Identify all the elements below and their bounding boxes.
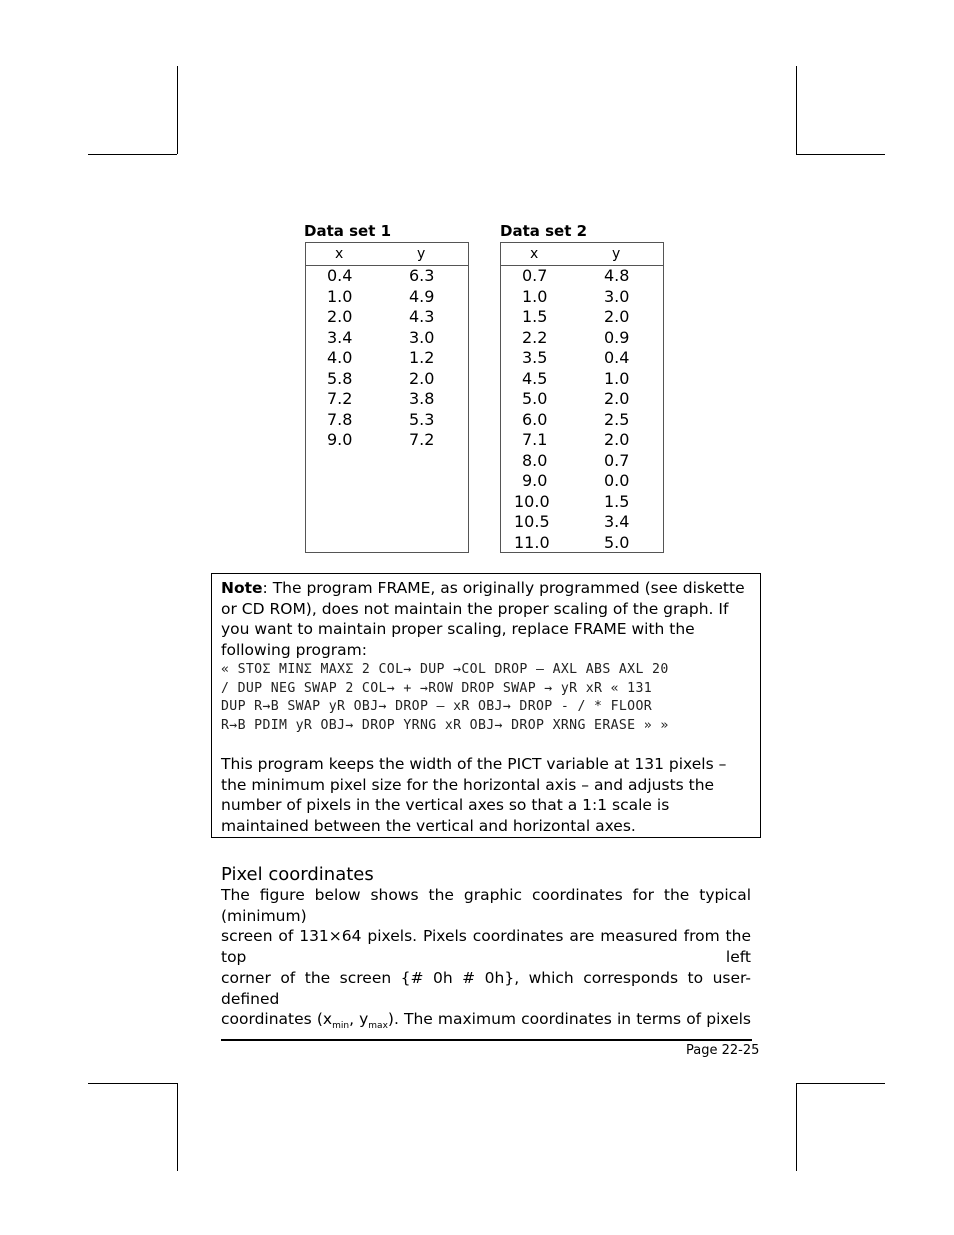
cell-y: 2.0	[604, 430, 630, 449]
cell-y: 3.0	[409, 327, 435, 347]
cell-x: 7.1	[522, 430, 548, 449]
cell-y: 0.4	[604, 348, 630, 367]
cell-y: 1.0	[604, 368, 630, 388]
cell-y: 5.0	[604, 532, 630, 552]
crop-mark	[796, 154, 885, 155]
cell-x: 6.0	[522, 409, 548, 429]
cell-y: 3.4	[604, 512, 630, 531]
table-row	[306, 287, 468, 308]
table-row	[501, 430, 663, 451]
dataset1-header	[306, 243, 468, 266]
table-row	[501, 348, 663, 369]
footer-rule	[221, 1039, 752, 1041]
note-box	[211, 573, 761, 838]
table-row	[501, 369, 663, 390]
crop-mark	[88, 154, 177, 155]
dataset1-rows	[306, 266, 468, 451]
body-line: The figure below shows the graphic coordinates for the typical (minimum)	[221, 886, 751, 925]
table-row	[306, 410, 468, 431]
table-row	[501, 410, 663, 431]
body-line: screen of 131×64 pixels. Pixels coordinates are measured from the top left	[221, 927, 751, 967]
cell-y: 4.9	[409, 286, 435, 306]
code-line: « STOΣ MINΣ MAXΣ 2 COL→ DUP →COL DROP – AXL ABS AXL 20	[221, 662, 669, 677]
body-line: corner of the screen {# 0h # 0h}, which corresponds to user-defined	[221, 968, 751, 1008]
section-title: Pixel coordinates	[221, 864, 374, 885]
cell-x: 5.8	[327, 368, 353, 388]
cell-x: 1.0	[522, 286, 548, 306]
cell-x: 10.0	[514, 491, 550, 511]
cell-x: 11.0	[514, 532, 550, 552]
dataset2-header	[501, 243, 663, 266]
cell-x: 10.5	[514, 512, 550, 531]
cell-x: 9.0	[327, 430, 353, 449]
note-outro: This program keeps the width of the PICT variable at 131 pixels – the minimum pixel size for the horizontal axis – and adjusts the number of pixels in the vertical axes so that a 1:1 scale is maintained between the vertical and horizontal axes.	[221, 755, 727, 835]
table-row	[501, 512, 663, 533]
table-row	[306, 328, 468, 349]
cell-y: 2.0	[409, 368, 435, 388]
crop-mark	[796, 1083, 885, 1084]
cell-x: 2.2	[522, 327, 548, 347]
cell-x: 0.7	[522, 266, 548, 285]
table-row	[306, 389, 468, 410]
cell-x: 2.0	[327, 307, 353, 326]
cell-x: 4.5	[522, 368, 548, 388]
cell-y: 7.2	[409, 430, 435, 449]
table-row	[306, 266, 468, 287]
page-number: Page 22-25	[686, 1043, 760, 1058]
subscript-min: min	[332, 1021, 350, 1032]
table-row	[306, 369, 468, 390]
cell-x: 7.2	[327, 389, 353, 408]
cell-x: 3.5	[522, 348, 548, 367]
note-intro	[221, 578, 749, 660]
table-row	[501, 287, 663, 308]
body-line	[221, 1009, 751, 1037]
dataset2-title: Data set 2	[500, 222, 588, 240]
cell-x: 7.8	[327, 409, 353, 429]
column-header-y: y	[612, 246, 621, 262]
cell-y: 3.0	[604, 286, 630, 306]
table-row	[501, 389, 663, 410]
table-row	[306, 307, 468, 328]
section-body	[221, 885, 751, 1037]
code-line: R→B PDIM yR OBJ→ DROP YRNG xR OBJ→ DROP XRNG ERASE » »	[221, 718, 669, 733]
body-fragment: ). The maximum coordinates in terms of pixels	[387, 1010, 751, 1029]
crop-mark	[796, 1083, 797, 1171]
code-line: / DUP NEG SWAP 2 COL→ + →ROW DROP SWAP → yR xR « 131	[221, 681, 653, 696]
table-row	[501, 266, 663, 287]
cell-y: 4.3	[409, 307, 435, 326]
table-row	[501, 492, 663, 513]
cell-y: 0.7	[604, 450, 630, 470]
cell-y: 2.0	[604, 389, 630, 408]
cell-y: 0.0	[604, 471, 630, 490]
note-intro-text: : The program FRAME, as originally programmed (see diskette or CD ROM), does not maintain the proper scaling of the graph. If you want to maintain proper scaling, replace FRAME with the following program:	[221, 579, 745, 659]
cell-x: 8.0	[522, 450, 548, 470]
cell-y: 4.8	[604, 266, 630, 285]
table-row	[501, 328, 663, 349]
column-header-x: x	[530, 246, 539, 262]
cell-y: 3.8	[409, 389, 435, 408]
cell-x: 4.0	[327, 348, 353, 367]
dataset2-rows	[501, 266, 663, 553]
cell-x: 3.4	[327, 327, 353, 347]
cell-y: 2.0	[604, 307, 630, 326]
table-row	[306, 348, 468, 369]
table-row	[501, 471, 663, 492]
dataset1-table	[305, 242, 469, 553]
table-row	[501, 533, 663, 554]
cell-x: 5.0	[522, 389, 548, 408]
column-header-x: x	[335, 246, 344, 262]
cell-x: 9.0	[522, 471, 548, 490]
table-row	[501, 307, 663, 328]
crop-mark	[796, 66, 797, 154]
table-row	[501, 451, 663, 472]
cell-y: 1.5	[604, 491, 630, 511]
cell-x: 1.5	[522, 307, 548, 326]
table-row	[306, 430, 468, 451]
cell-y: 5.3	[409, 409, 435, 429]
crop-mark	[177, 1083, 178, 1171]
code-line: DUP R→B SWAP yR OBJ→ DROP – xR OBJ→ DROP - / * FLOOR	[221, 699, 653, 714]
body-fragment: coordinates (x	[221, 1010, 333, 1029]
cell-x: 0.4	[327, 266, 353, 285]
cell-y: 0.9	[604, 327, 630, 347]
dataset1-title: Data set 1	[304, 222, 392, 240]
subscript-max: max	[368, 1021, 388, 1032]
body-fragment: , y	[349, 1010, 369, 1029]
crop-mark	[88, 1083, 177, 1084]
cell-y: 1.2	[409, 348, 435, 367]
cell-y: 2.5	[604, 409, 630, 429]
column-header-y: y	[417, 246, 426, 262]
dataset2-table	[500, 242, 664, 553]
crop-mark	[177, 66, 178, 154]
note-label: Note	[221, 579, 263, 597]
cell-y: 6.3	[409, 266, 435, 285]
cell-x: 1.0	[327, 286, 353, 306]
